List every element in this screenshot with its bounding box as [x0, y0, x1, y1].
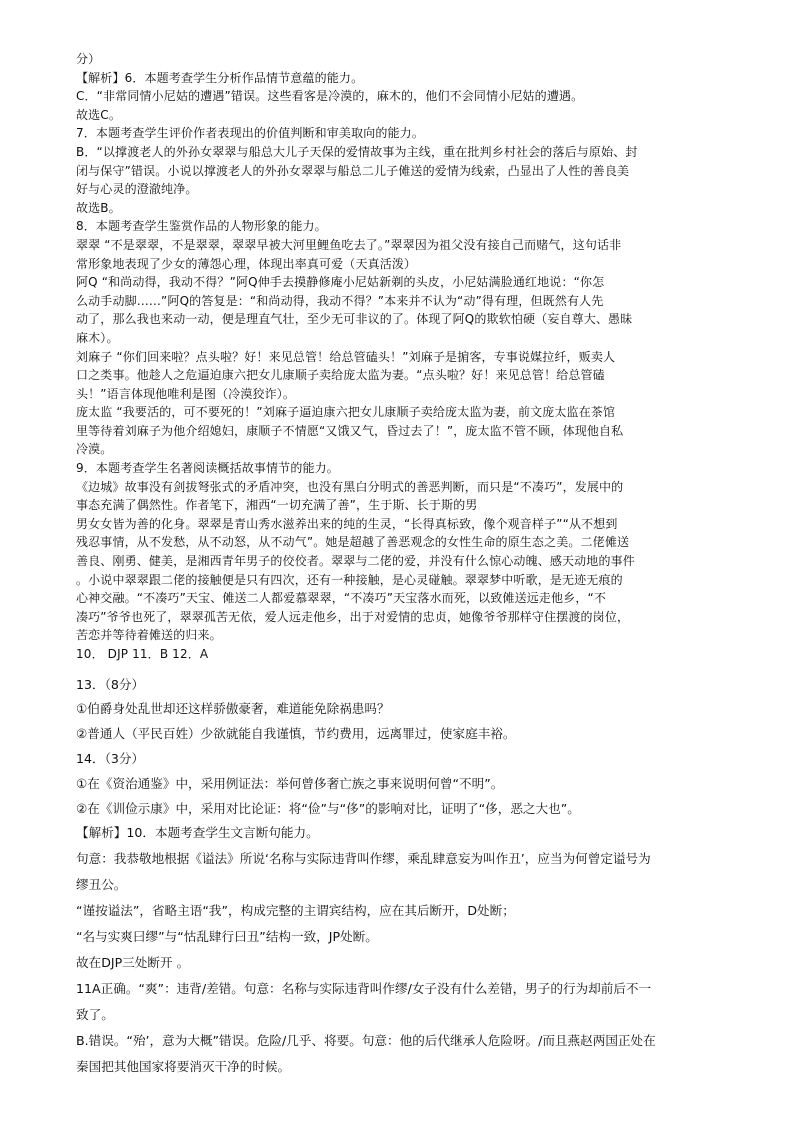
- analysis-section-lower: [76, 673, 726, 1081]
- text-line: 冷漠。: [76, 442, 113, 457]
- text-line: 男女女皆为善的化身。翠翠是青山秀水滋养出来的纯的生灵，“长得真标致，像个观音样子”“从不想到: [76, 516, 618, 531]
- text-line: 【解析】10．本题考查学生文言断句能力。: [76, 825, 319, 841]
- text-line: 动了，那么我也来动一动，便是理直气壮，至少无可非议的了。体现了阿Q的欺软怕硬（妄自尊大、愚昧: [76, 312, 633, 327]
- text-line: 故选B。: [76, 200, 121, 215]
- text-line: C．“非常同情小尼姑的遭遇”错误。这些看客是冷漠的，麻木的，他们不会同情小尼姑的遭遇。: [76, 89, 584, 104]
- text-line: 闭与保守”错误。小说以撑渡老人的外孙女翠翠与船总二儿子傩送的爱情为线索，凸显出了人性的善良美: [76, 163, 630, 178]
- text-line: 致了。: [76, 1007, 114, 1023]
- text-line: 麻木）。: [76, 330, 119, 345]
- text-line: 故在DJP三处断开 。: [76, 955, 190, 971]
- text-line: 心神交融。“不凑巧”天宝、傩送二人都爱慕翠翠，“不凑巧”天宝落水而死，以致傩送远走他乡，“不: [76, 591, 606, 606]
- text-line: 13．（8分）: [76, 676, 145, 692]
- text-line: 翠翠 “不是翠翠，不是翠翠，翠翠早被大河里鲤鱼吃去了。”翠翠因为祖父没有接自己而赌气，这句话非: [76, 237, 622, 252]
- text-line: 7．本题考查学生评价作者表现出的价值判断和审美取向的能力。: [76, 126, 424, 141]
- text-line: ②在《训俭示康》中，采用对比论证：将“俭”与“侈”的影响对比，证明了“侈，恶之大也”。: [76, 800, 580, 816]
- text-line: 《边城》故事没有剑拔弩张式的矛盾冲突，也没有黑白分明式的善恶判断，而只是“不凑巧”，发展中的: [76, 479, 624, 494]
- text-line: ①伯爵身处乱世却还这样骄傲豪奢，难道能免除祸患吗？: [76, 701, 390, 717]
- text-line: 口之类事。他趁人之危逼迫康六把女儿康顺子卖给庞太监为妻。“点头啦？好！来见总管！给总管磕: [76, 368, 605, 383]
- text-line: 句意：我恭敬地根据《谥法》所说‘名称与实际违背叫作缪，乘乱肆意妄为叫作丑’，应当为何曾定谥号为: [76, 851, 651, 867]
- text-line: 10． DJP 11．B 12．A: [76, 647, 209, 661]
- document-page: [76, 50, 726, 1080]
- text-line: 刘麻子 “你们回来啦？点头啦？好！来见总管！给总管磕头！”刘麻子是掮客，专事说媒拉纤，贩卖人: [76, 349, 616, 364]
- text-line: “谨按谥法”，省略主语“我”，构成完整的主谓宾结构，应在其后断开，D处断；: [76, 903, 515, 919]
- text-line: 善良、刚勇、健美，是湘西青年男子的佼佼者。翠翠与二佬的爱，并没有什么惊心动魄、感天动地的事件: [76, 554, 635, 569]
- text-line: 故选C。: [76, 107, 121, 122]
- text-line: 么动手动脚……”阿Q的答复是：“和尚动得，我动不得？”本来并不认为“动”得有理，但既然有人先: [76, 293, 604, 308]
- text-line: 凑巧”爷爷也死了，翠翠孤苦无依，爱人远走他乡，出于对爱情的忠贞，她像爷爷那样守住摆渡的岗位，: [76, 609, 630, 624]
- text-line: 分）: [76, 52, 101, 66]
- text-line: 苦恋并等待着傩送的归来。: [76, 628, 222, 643]
- text-line: 【解析】6．本题考查学生分析作品情节意蕴的能力。: [76, 70, 364, 85]
- text-line: 秦国把其他国家将要消灭干净的时候。: [76, 1059, 291, 1075]
- text-line: 常形象地表现了少女的薄怨心理，体现出率真可爱（天真活泼）: [76, 256, 417, 271]
- text-line: 事态充满了偶然性。作者笔下，湘西“一切充满了善”，生于斯、长于斯的男: [76, 498, 478, 513]
- text-line: 里等待着刘麻子为他介绍媳妇，康顺子不情愿“又饿又气，昏过去了！”，庞太监不管不顾，体现他自私: [76, 423, 624, 438]
- text-line: 庞太监 “我要活的，可不要死的！”刘麻子逼迫康六把女儿康顺子卖给庞太监为妻，前文庞太监在茶馆: [76, 405, 616, 420]
- text-line: 缪丑公。: [76, 877, 127, 893]
- text-line: 阿Q “和尚动得，我动不得？”阿Q伸手去摸静修庵小尼姑新剃的头皮，小尼姑满脸通红地说：“你怎: [76, 275, 605, 290]
- text-line: 残忍事情，从不发愁，从不动怒，从不动气”。她是超越了善恶观念的女性生命的原生态之美。二佬傩送: [76, 535, 630, 550]
- text-line: B.错误。“殆’，意为大概”错误。危险/几乎、将要。句意：他的后代继承人危险呀。/而且燕赵两国正处在: [76, 1033, 656, 1049]
- text-line: 好与心灵的澄澈纯净。: [76, 182, 198, 197]
- text-line: “名与实爽曰缪”与“怙乱肆行曰丑”结构一致，JP处断。: [76, 929, 378, 945]
- text-line: ②普通人（平民百姓）少欲就能自我谨慎，节约费用，远离罪过，使家庭丰裕。: [76, 726, 516, 742]
- text-line: 14．（3分）: [76, 750, 145, 766]
- text-line: 11A正确。“爽”：违背/差错。句意：名称与实际违背叫作缪/女子没有什么差错，男子的行为却前后不一: [76, 981, 652, 997]
- text-line: ①在《资治通鉴》中，采用例证法：举何曾侈奢亡族之事来说明何曾“不明”。: [76, 775, 504, 791]
- text-line: 。小说中翠翠跟二佬的接触便是只有四次，还有一种接触，是心灵碰触。翠翠梦中听歌，是无迹无痕的: [76, 572, 623, 587]
- text-line: 头！”语言体现他唯利是图（冷漠狡诈）。: [76, 386, 296, 401]
- text-line: 8．本题考查学生鉴赏作品的人物形象的能力。: [76, 219, 327, 234]
- analysis-section-upper: [76, 50, 726, 664]
- text-line: 9．本题考查学生名著阅读概括故事情节的能力。: [76, 461, 339, 476]
- text-line: B．“以撑渡老人的外孙女翠翠与船总大儿子天保的爱情故事为主线，重在批判乡村社会的落后与原始、封: [76, 144, 638, 159]
